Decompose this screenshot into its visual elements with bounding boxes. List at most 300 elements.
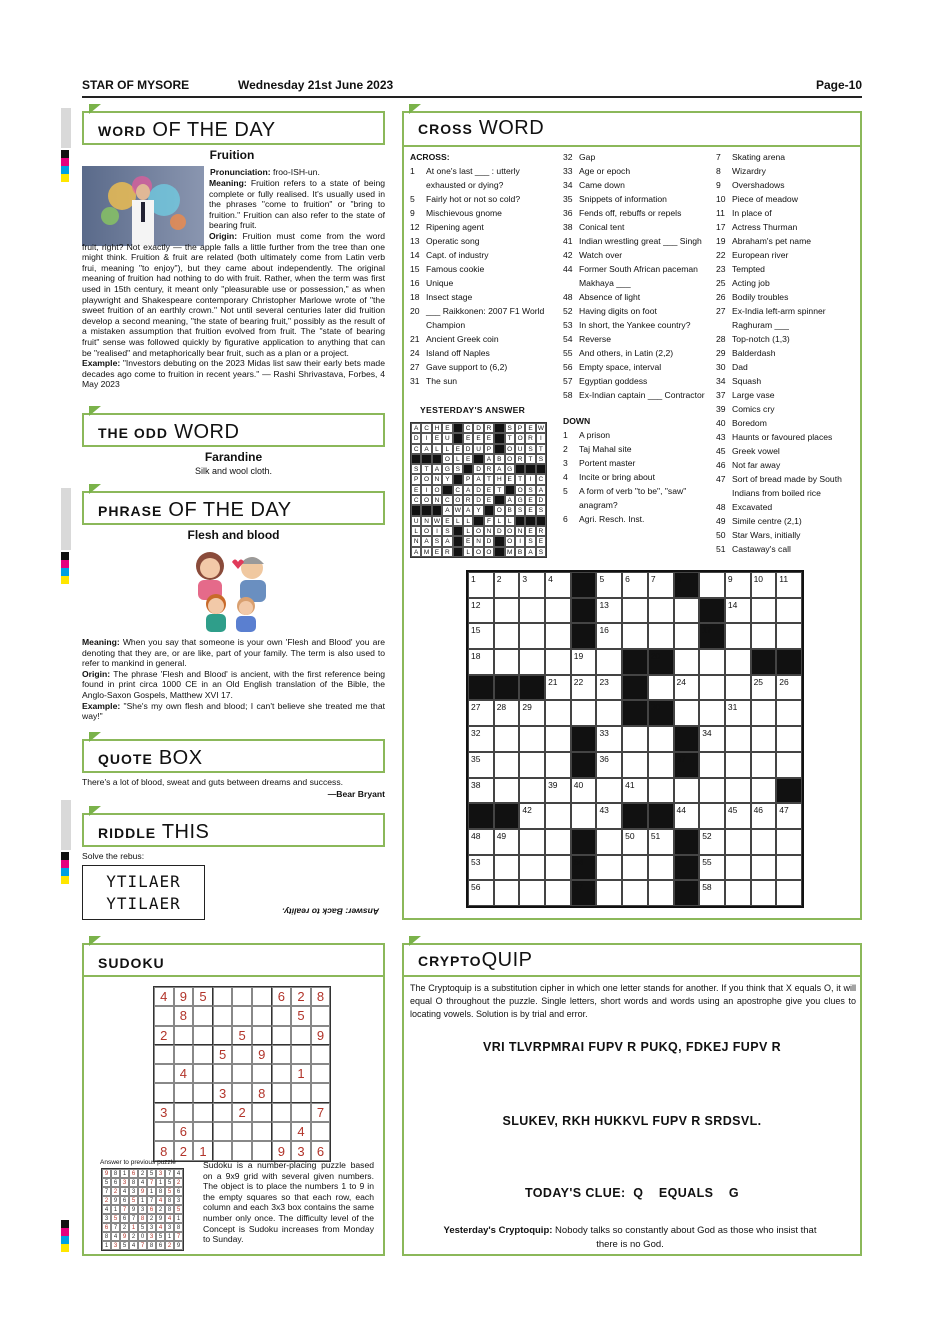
crossword-cell[interactable] <box>468 700 494 726</box>
crossword-cell[interactable] <box>519 803 545 829</box>
answer-cell: A <box>442 536 452 546</box>
crossword-cell[interactable] <box>494 726 520 752</box>
sudoku-cell[interactable] <box>193 1006 213 1025</box>
answer-cell: 4 <box>111 1232 120 1241</box>
answer-cell: 4 <box>174 1169 183 1178</box>
gray-bar <box>61 800 71 850</box>
crossword-cell[interactable] <box>596 803 622 829</box>
sudoku-cell[interactable] <box>213 1006 233 1025</box>
crossword-cell[interactable] <box>648 675 674 701</box>
crossword-cell[interactable] <box>622 752 648 778</box>
clue-number: 18 <box>410 292 420 302</box>
clue-number: 54 <box>563 334 573 344</box>
sudoku-cell[interactable] <box>232 987 252 1006</box>
sudoku-cell[interactable] <box>311 1122 331 1141</box>
crossword-cell[interactable] <box>674 649 700 675</box>
crossword-cell[interactable] <box>622 829 648 855</box>
crossword-cell[interactable] <box>776 726 802 752</box>
crossword-cell[interactable] <box>776 700 802 726</box>
answer-cell: S <box>536 505 546 515</box>
answer-cell: U <box>515 444 525 454</box>
crossword-cell[interactable] <box>622 855 648 881</box>
sudoku-cell: 8 <box>154 1141 174 1160</box>
sudoku-cell[interactable] <box>193 1064 213 1083</box>
sudoku-cell[interactable] <box>232 1045 252 1064</box>
crossword-cell[interactable] <box>751 778 777 804</box>
cell-number: 1 <box>471 574 476 584</box>
black-square <box>571 623 597 649</box>
cell-number: 51 <box>650 830 661 841</box>
crossword-cell[interactable] <box>648 778 674 804</box>
cell-number: 16 <box>599 625 609 636</box>
crossword-cell[interactable] <box>596 572 622 598</box>
crossword-cell[interactable] <box>519 778 545 804</box>
sudoku-cell[interactable] <box>174 1083 194 1102</box>
section-title-big: OF THE DAY <box>152 119 276 141</box>
answer-cell: 2 <box>147 1214 156 1223</box>
crossword-cell[interactable] <box>776 829 802 855</box>
cell-number: 6 <box>625 574 630 584</box>
clue-text: Boredom <box>732 418 767 428</box>
crossword-cell[interactable] <box>699 752 725 778</box>
answer-cell: M <box>421 547 431 557</box>
answer-cell: I <box>536 433 546 443</box>
crossword-cell[interactable] <box>751 880 777 906</box>
sudoku-cell[interactable] <box>232 1141 252 1160</box>
crossword-cell[interactable] <box>545 778 571 804</box>
sudoku-cell[interactable] <box>193 1083 213 1102</box>
crossword-cell[interactable] <box>519 726 545 752</box>
crossword-cell[interactable] <box>699 572 725 598</box>
clue-text: In place of <box>732 208 772 218</box>
sudoku-cell[interactable] <box>232 1083 252 1102</box>
crossword-cell[interactable] <box>725 675 751 701</box>
crossword-cell[interactable] <box>648 880 674 906</box>
crossword-cell[interactable] <box>776 880 802 906</box>
crossword-cell[interactable] <box>468 726 494 752</box>
crossword-cell[interactable] <box>468 778 494 804</box>
sudoku-cell[interactable] <box>193 1026 213 1045</box>
crossword-cell[interactable] <box>494 598 520 624</box>
answer-cell: A <box>421 536 431 546</box>
sudoku-cell[interactable] <box>213 1064 233 1083</box>
sudoku-cell[interactable] <box>232 1006 252 1025</box>
clue-text: Ripening agent <box>426 222 484 232</box>
sudoku-cell[interactable] <box>193 1103 213 1122</box>
clue-number: 43 <box>716 432 726 442</box>
word-of-day-body <box>82 178 385 390</box>
sudoku-cell[interactable] <box>174 1026 194 1045</box>
crossword-cell[interactable] <box>725 572 751 598</box>
crossword-cell[interactable] <box>674 778 700 804</box>
sudoku-cell[interactable] <box>174 1103 194 1122</box>
clue-text: Gave support to (6,2) <box>426 362 508 372</box>
crossword-cell[interactable] <box>596 726 622 752</box>
answer-cell <box>473 454 483 464</box>
clue-item <box>410 206 555 220</box>
crossword-cell[interactable] <box>699 649 725 675</box>
crossword-cell[interactable] <box>571 675 597 701</box>
crossword-cell[interactable] <box>545 829 571 855</box>
crossword-cell[interactable] <box>468 855 494 881</box>
crossword-cell[interactable] <box>519 598 545 624</box>
sudoku-cell: 4 <box>174 1064 194 1083</box>
crossword-cell[interactable] <box>725 855 751 881</box>
crossword-cell[interactable] <box>545 598 571 624</box>
color-registration-mark <box>61 852 69 884</box>
crossword-cell[interactable] <box>725 598 751 624</box>
clue-text: Comics cry <box>732 404 775 414</box>
answer-cell: 3 <box>147 1232 156 1241</box>
across-col1 <box>410 150 555 388</box>
crossword-cell[interactable] <box>725 623 751 649</box>
crossword-cell[interactable] <box>648 572 674 598</box>
crossword-cell[interactable] <box>776 803 802 829</box>
crossword-cell[interactable] <box>622 880 648 906</box>
clue-item <box>716 402 858 416</box>
crossword-cell[interactable] <box>545 623 571 649</box>
crossword-cell[interactable] <box>674 803 700 829</box>
clue-number: 5 <box>563 486 568 496</box>
crossword-cell[interactable] <box>468 752 494 778</box>
crossword-cell[interactable] <box>571 803 597 829</box>
clue-number: 2 <box>563 444 568 454</box>
crossword-cell[interactable] <box>622 623 648 649</box>
answer-cell: P <box>484 444 494 454</box>
crossword-cell[interactable] <box>545 649 571 675</box>
crossword-cell[interactable] <box>725 829 751 855</box>
answer-cell: 5 <box>129 1196 138 1205</box>
crossword-cell[interactable] <box>674 623 700 649</box>
answer-cell: A <box>494 464 504 474</box>
sudoku-cell[interactable] <box>213 1026 233 1045</box>
sudoku-cell[interactable] <box>291 1045 311 1064</box>
sudoku-cell[interactable] <box>291 1083 311 1102</box>
answer-cell: 8 <box>147 1241 156 1250</box>
crossword-cell[interactable] <box>545 700 571 726</box>
cell-number: 25 <box>753 676 764 687</box>
answer-cell: N <box>473 536 483 546</box>
sudoku-cell[interactable] <box>252 1122 272 1141</box>
cell-number: 22 <box>573 676 584 687</box>
crossword-cell[interactable] <box>519 623 545 649</box>
crossword-cell[interactable] <box>519 649 545 675</box>
crossword-cell[interactable] <box>725 778 751 804</box>
sudoku-cell: 8 <box>311 987 331 1006</box>
crossword-cell[interactable] <box>468 623 494 649</box>
crossword-cell[interactable] <box>494 623 520 649</box>
crossword-cell[interactable] <box>494 829 520 855</box>
clue-item <box>563 150 711 164</box>
crossword-cell[interactable] <box>674 700 700 726</box>
crossword-cell[interactable] <box>725 803 751 829</box>
crossword-cell[interactable] <box>751 623 777 649</box>
crossword-cell[interactable] <box>519 829 545 855</box>
crossword-cell[interactable] <box>545 752 571 778</box>
sudoku-cell[interactable] <box>193 1122 213 1141</box>
crossword-cell[interactable] <box>622 572 648 598</box>
crossword-cell[interactable] <box>648 752 674 778</box>
sudoku-cell[interactable] <box>311 1083 331 1102</box>
clue-number: 35 <box>563 194 573 204</box>
crossword-cell[interactable] <box>699 726 725 752</box>
answer-cell: 5 <box>102 1178 111 1187</box>
clue-number: 27 <box>716 306 726 316</box>
clue-text: European river <box>732 250 789 260</box>
crossword-cell[interactable] <box>596 829 622 855</box>
answer-cell: E <box>411 485 421 495</box>
sudoku-cell[interactable] <box>311 1045 331 1064</box>
crossword-cell[interactable] <box>494 700 520 726</box>
crossword-cell[interactable] <box>596 778 622 804</box>
example-label: Example: <box>82 358 121 369</box>
sudoku-cell[interactable] <box>154 1083 174 1102</box>
clue-text: Mischievous gnome <box>426 208 502 218</box>
sudoku-cell[interactable] <box>252 1141 272 1160</box>
quote-author: —Bear Bryant <box>327 789 385 799</box>
crossword-cell[interactable] <box>596 649 622 675</box>
sudoku-cell[interactable] <box>291 1026 311 1045</box>
crossword-cell[interactable] <box>494 778 520 804</box>
sudoku-cell[interactable] <box>213 1103 233 1122</box>
section-title-big: WORD <box>478 117 545 139</box>
crossword-cell[interactable] <box>751 675 777 701</box>
crossword-cell[interactable] <box>622 778 648 804</box>
clue-item <box>563 290 711 304</box>
crossword-cell[interactable] <box>776 855 802 881</box>
answer-cell: 3 <box>165 1223 174 1232</box>
crossword-cell[interactable] <box>622 726 648 752</box>
tab-marker <box>89 104 101 114</box>
sudoku-cell: 4 <box>154 987 174 1006</box>
sudoku-cell[interactable] <box>154 1064 174 1083</box>
crossword-cell[interactable] <box>494 649 520 675</box>
sudoku-cell[interactable] <box>311 1064 331 1083</box>
clue-text: Empty space, interval <box>579 362 662 372</box>
crossword-cell[interactable] <box>545 855 571 881</box>
sudoku-cell[interactable] <box>291 1103 311 1122</box>
cell-number: 54 <box>573 856 584 867</box>
clue-item <box>563 512 711 526</box>
crossword-cell[interactable] <box>776 598 802 624</box>
clue-number: 1 <box>563 430 568 440</box>
answer-cell: N <box>432 495 442 505</box>
answer-cell: T <box>484 474 494 484</box>
clue-item <box>563 428 711 442</box>
sudoku-cell[interactable] <box>213 1122 233 1141</box>
answer-cell: T <box>525 454 535 464</box>
crossword-cell[interactable] <box>699 880 725 906</box>
crossword-cell[interactable] <box>699 675 725 701</box>
crossword-cell[interactable] <box>674 598 700 624</box>
clue-text: Incite or bring about <box>579 472 655 482</box>
clue-text: Came down <box>579 180 625 190</box>
crossword-cell[interactable] <box>468 649 494 675</box>
crossword-cell[interactable] <box>596 675 622 701</box>
word-of-day-word: Fruition <box>209 148 255 162</box>
crossword-cell[interactable] <box>468 598 494 624</box>
crossword-cell[interactable] <box>648 726 674 752</box>
clue-text: Snippets of information <box>579 194 667 204</box>
clue-text: Portent master <box>579 458 636 468</box>
crossword-cell[interactable] <box>545 880 571 906</box>
crossword-cell[interactable] <box>545 572 571 598</box>
sudoku-cell[interactable] <box>154 1122 174 1141</box>
crossword-cell[interactable] <box>751 598 777 624</box>
black-square <box>622 649 648 675</box>
crossword-cell[interactable] <box>725 752 751 778</box>
sudoku-cell[interactable] <box>272 1045 292 1064</box>
crossword-cell[interactable] <box>776 572 802 598</box>
answer-cell: T <box>536 444 546 454</box>
crossword-cell[interactable] <box>751 752 777 778</box>
sudoku-cell[interactable] <box>154 1006 174 1025</box>
sudoku-cell[interactable] <box>272 1006 292 1025</box>
sudoku-cell: 9 <box>272 1141 292 1160</box>
section-title-big: OF THE DAY <box>168 499 292 521</box>
sudoku-cell: 7 <box>311 1103 331 1122</box>
clue-item <box>716 164 858 178</box>
clue-text: Unique <box>426 278 454 288</box>
black-square <box>674 880 700 906</box>
crossword-cell[interactable] <box>545 803 571 829</box>
clue-text: Overshadows <box>732 180 785 190</box>
crossword-cell[interactable] <box>725 726 751 752</box>
crossword-cell[interactable] <box>751 572 777 598</box>
crossword-cell[interactable] <box>519 572 545 598</box>
tab-marker <box>89 484 101 494</box>
answer-cell: 7 <box>129 1214 138 1223</box>
crossword-cell[interactable] <box>776 675 802 701</box>
crossword-cell[interactable] <box>751 726 777 752</box>
sudoku-cell: 1 <box>193 1141 213 1160</box>
crossword-cell[interactable] <box>571 649 597 675</box>
crossword-cell[interactable] <box>622 598 648 624</box>
crossword-cell[interactable] <box>699 778 725 804</box>
clue-number: 22 <box>716 250 726 260</box>
crossword-cell[interactable] <box>776 752 802 778</box>
crossword-cell[interactable] <box>545 675 571 701</box>
crossword-cell[interactable] <box>699 803 725 829</box>
clue-text: Excavated <box>732 502 773 512</box>
clue-text: Haunts or favoured places <box>732 432 833 442</box>
crossword-cell[interactable] <box>571 778 597 804</box>
crossword-cell[interactable] <box>699 855 725 881</box>
clue-item <box>410 374 555 388</box>
answer-cell <box>494 433 504 443</box>
answer-cell: L <box>463 516 473 526</box>
crossword-cell[interactable] <box>545 726 571 752</box>
crossword-cell[interactable] <box>648 598 674 624</box>
clue-number: 6 <box>563 514 568 524</box>
answer-cell: 2 <box>165 1241 174 1250</box>
crossword-cell[interactable] <box>494 880 520 906</box>
crossword-cell[interactable] <box>648 829 674 855</box>
crossword-cell[interactable] <box>494 855 520 881</box>
crossword-cell[interactable] <box>571 700 597 726</box>
crossword-cell[interactable] <box>776 623 802 649</box>
crossword-cell[interactable] <box>519 752 545 778</box>
sudoku-cell[interactable] <box>252 1006 272 1025</box>
sudoku-cell[interactable] <box>272 1122 292 1141</box>
crossword-cell[interactable] <box>751 700 777 726</box>
answer-cell: 1 <box>120 1169 129 1178</box>
sudoku-cell[interactable] <box>154 1045 174 1064</box>
crossword-cell[interactable] <box>494 572 520 598</box>
answer-cell: O <box>484 547 494 557</box>
clue-text: Gap <box>579 152 596 162</box>
tab-marker <box>409 936 421 946</box>
sudoku-cell[interactable] <box>213 987 233 1006</box>
sudoku-cell[interactable] <box>232 1064 252 1083</box>
crossword-cell[interactable] <box>725 649 751 675</box>
crossword-cell[interactable] <box>494 752 520 778</box>
crossword-cell[interactable] <box>596 700 622 726</box>
crossword-cell[interactable] <box>751 803 777 829</box>
crossword-cell[interactable] <box>519 880 545 906</box>
crossword-cell[interactable] <box>699 829 725 855</box>
crossword-cell[interactable] <box>725 700 751 726</box>
answer-cell: 1 <box>129 1223 138 1232</box>
crossword-cell[interactable] <box>648 623 674 649</box>
crossword-cell[interactable] <box>596 855 622 881</box>
crossword-cell[interactable] <box>725 880 751 906</box>
black-square <box>571 829 597 855</box>
sudoku-cell: 2 <box>174 1141 194 1160</box>
sudoku-cell[interactable] <box>252 987 272 1006</box>
crossword-cell[interactable] <box>519 855 545 881</box>
clue-text: Fends off, rebuffs or repels <box>579 208 682 218</box>
crossword-cell[interactable] <box>674 675 700 701</box>
crossword-cell[interactable] <box>468 829 494 855</box>
crossword-cell[interactable] <box>751 855 777 881</box>
answer-cell: S <box>536 547 546 557</box>
crossword-cell[interactable] <box>648 855 674 881</box>
crossword-cell[interactable] <box>699 700 725 726</box>
crossword-cell[interactable] <box>596 623 622 649</box>
crossword-cell[interactable] <box>519 700 545 726</box>
sudoku-cell[interactable] <box>311 1006 331 1025</box>
crossword-cell[interactable] <box>468 572 494 598</box>
sudoku-cell[interactable] <box>252 1064 272 1083</box>
answer-cell <box>453 526 463 536</box>
section-title-small: SUDOKU <box>98 955 165 971</box>
sudoku-cell[interactable] <box>213 1141 233 1160</box>
sudoku-cell[interactable] <box>232 1122 252 1141</box>
crossword-cell[interactable] <box>596 752 622 778</box>
answer-cell <box>411 454 421 464</box>
sudoku-cell: 5 <box>232 1026 252 1045</box>
sudoku-cell[interactable] <box>272 1064 292 1083</box>
answer-cell: R <box>536 526 546 536</box>
sudoku-cell[interactable] <box>174 1045 194 1064</box>
crossword-cell[interactable] <box>751 829 777 855</box>
crossword-cell[interactable] <box>468 880 494 906</box>
clue-text: Ex-Indian captain ___ Contractor <box>579 390 705 400</box>
crossword-cell[interactable] <box>596 598 622 624</box>
section-title-big: THIS <box>161 821 210 843</box>
crossword-cell[interactable] <box>596 880 622 906</box>
clue-text: At one's last ___ : utterly exhausted or dying? <box>426 166 520 190</box>
sudoku-cell[interactable] <box>252 1026 272 1045</box>
clue-number: 47 <box>716 474 726 484</box>
sudoku-cell[interactable] <box>272 1083 292 1102</box>
sudoku-cell[interactable] <box>272 1026 292 1045</box>
sudoku-cell[interactable] <box>193 1045 213 1064</box>
sudoku-cell[interactable] <box>272 1103 292 1122</box>
answer-cell: S <box>505 423 515 433</box>
sudoku-cell[interactable] <box>252 1103 272 1122</box>
